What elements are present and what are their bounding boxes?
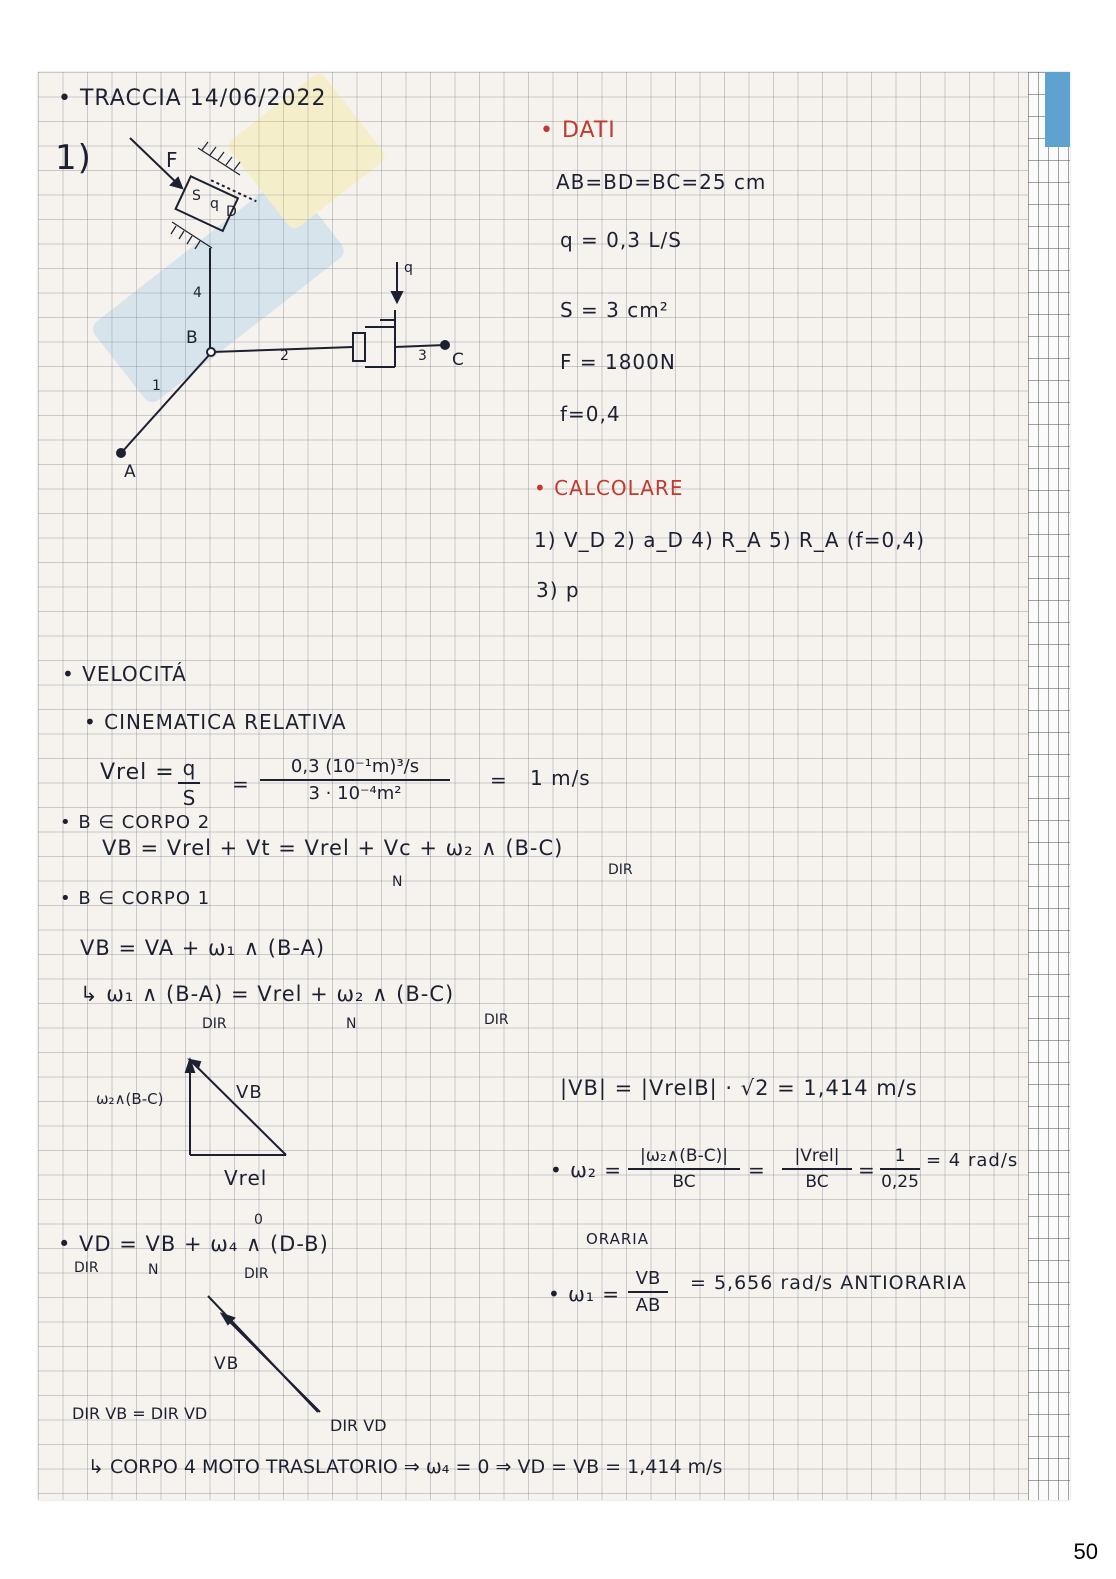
w2-equals-3: = (858, 1158, 876, 1182)
w1-label: • ω₁ = (548, 1282, 621, 1306)
dati-line-4: F = 1800N (560, 350, 676, 374)
w2-label: • ω₂ = (550, 1158, 623, 1182)
label-body-4: 4 (193, 285, 202, 301)
w2-direction: ORARIA (586, 1230, 649, 1248)
b-corpo-2: • B ∈ CORPO 2 (60, 812, 211, 833)
dir-vd-label: DIR VD (330, 1416, 387, 1435)
label-slider-s: S (192, 188, 201, 204)
cinematica-heading: • CINEMATICA RELATIVA (84, 710, 347, 734)
label-body-3: 3 (418, 348, 427, 364)
vrel-equals-2: = (490, 768, 508, 792)
label-point-b: B (186, 328, 199, 348)
w2-dir-marker: DIR (608, 862, 633, 878)
page-number: 50 (1073, 1539, 1098, 1564)
label-force: F (166, 148, 179, 172)
dati-line-2: q = 0,3 L/S (560, 228, 682, 252)
w1-dir-marker: DIR (202, 1016, 227, 1032)
vb-magnitude: |VB| = |VrelB| · √2 = 1,414 m/s (560, 1076, 918, 1100)
vb-equation-corpo1: VB = VA + ω₁ ∧ (B-A) (80, 936, 326, 960)
w2-fraction-1: |ω₂∧(B-C)| BC (628, 1146, 740, 1192)
velocity-closure-equation: ↳ ω₁ ∧ (B-A) = Vrel + ω₂ ∧ (B-C) (80, 982, 455, 1006)
vrel-lhs: Vrel = (100, 760, 175, 785)
calcolare-line-2: 3) p (536, 578, 580, 602)
w2-equals-2: = (748, 1158, 766, 1182)
dati-line-1: AB=BD=BC=25 cm (556, 170, 767, 194)
w2-result: = 4 rad/s (926, 1150, 1019, 1171)
label-flow-q: q (404, 260, 413, 276)
vrel-equals: = (232, 772, 250, 796)
b-corpo-1: • B ∈ CORPO 1 (60, 888, 211, 909)
vd-vb-label: VB (214, 1354, 240, 1374)
vrel-result: 1 m/s (530, 766, 591, 790)
w2-fraction-2: |Vrel| BC (782, 1146, 852, 1192)
label-point-a: A (124, 462, 137, 482)
label-body-1: 1 (152, 378, 161, 394)
vrel-normal-marker: N (392, 874, 403, 890)
dati-line-5: f=0,4 (560, 402, 621, 426)
label-slider-q: q (210, 196, 219, 212)
w2-dir-marker-2: DIR (484, 1012, 509, 1028)
velocita-heading: • VELOCITÁ (62, 662, 187, 686)
vb-equation-corpo2: VB = Vrel + Vt = Vrel + Vc + ω₂ ∧ (B-C) (102, 836, 564, 860)
w1-fraction: VB AB (628, 1268, 668, 1316)
w1-result: = 5,656 rad/s ANTIORARIA (690, 1272, 967, 1294)
dati-line-3: S = 3 cm² (560, 298, 669, 322)
vd-conclusion: ↳ CORPO 4 MOTO TRASLATORIO ⇒ ω₄ = 0 ⇒ VD = VB = 1,414 m/s (88, 1456, 723, 1478)
dati-heading: • DATI (540, 118, 616, 143)
dir-vb-equals-dir-vd: DIR VB = DIR VD (72, 1404, 208, 1423)
problem-number: 1) (55, 138, 92, 178)
vrel-fraction-values: 0,3 (10⁻¹m)³/s 3 · 10⁻⁴m² (260, 756, 450, 804)
label-body-2: 2 (280, 348, 289, 364)
vd-equation: • VD = VB + ω₄ ∧ (D-B) (58, 1232, 329, 1256)
w2-fraction-3: 1 0,25 (881, 1146, 919, 1192)
triangle-vb-label: VB (236, 1082, 263, 1103)
vrel-n-marker: N (346, 1016, 357, 1032)
vd-zero-marker: 0 (254, 1212, 263, 1228)
db-dir-marker: DIR (244, 1266, 269, 1282)
label-point-c: C (452, 350, 465, 370)
page-title: • TRACCIA 14/06/2022 (58, 86, 327, 111)
calcolare-heading: • CALCOLARE (534, 476, 684, 500)
triangle-vrel-label: Vrel (224, 1166, 268, 1190)
vd-dir-marker: DIR (74, 1260, 99, 1276)
vb-n-marker: N (148, 1262, 159, 1278)
vrel-fraction: q S (178, 756, 200, 810)
triangle-w2-label: ω₂∧(B-C) (96, 1090, 164, 1108)
label-slider-d: D (226, 204, 237, 220)
calcolare-line-1: 1) V_D 2) a_D 4) R_A 5) R_A (f=0,4) (534, 528, 926, 552)
